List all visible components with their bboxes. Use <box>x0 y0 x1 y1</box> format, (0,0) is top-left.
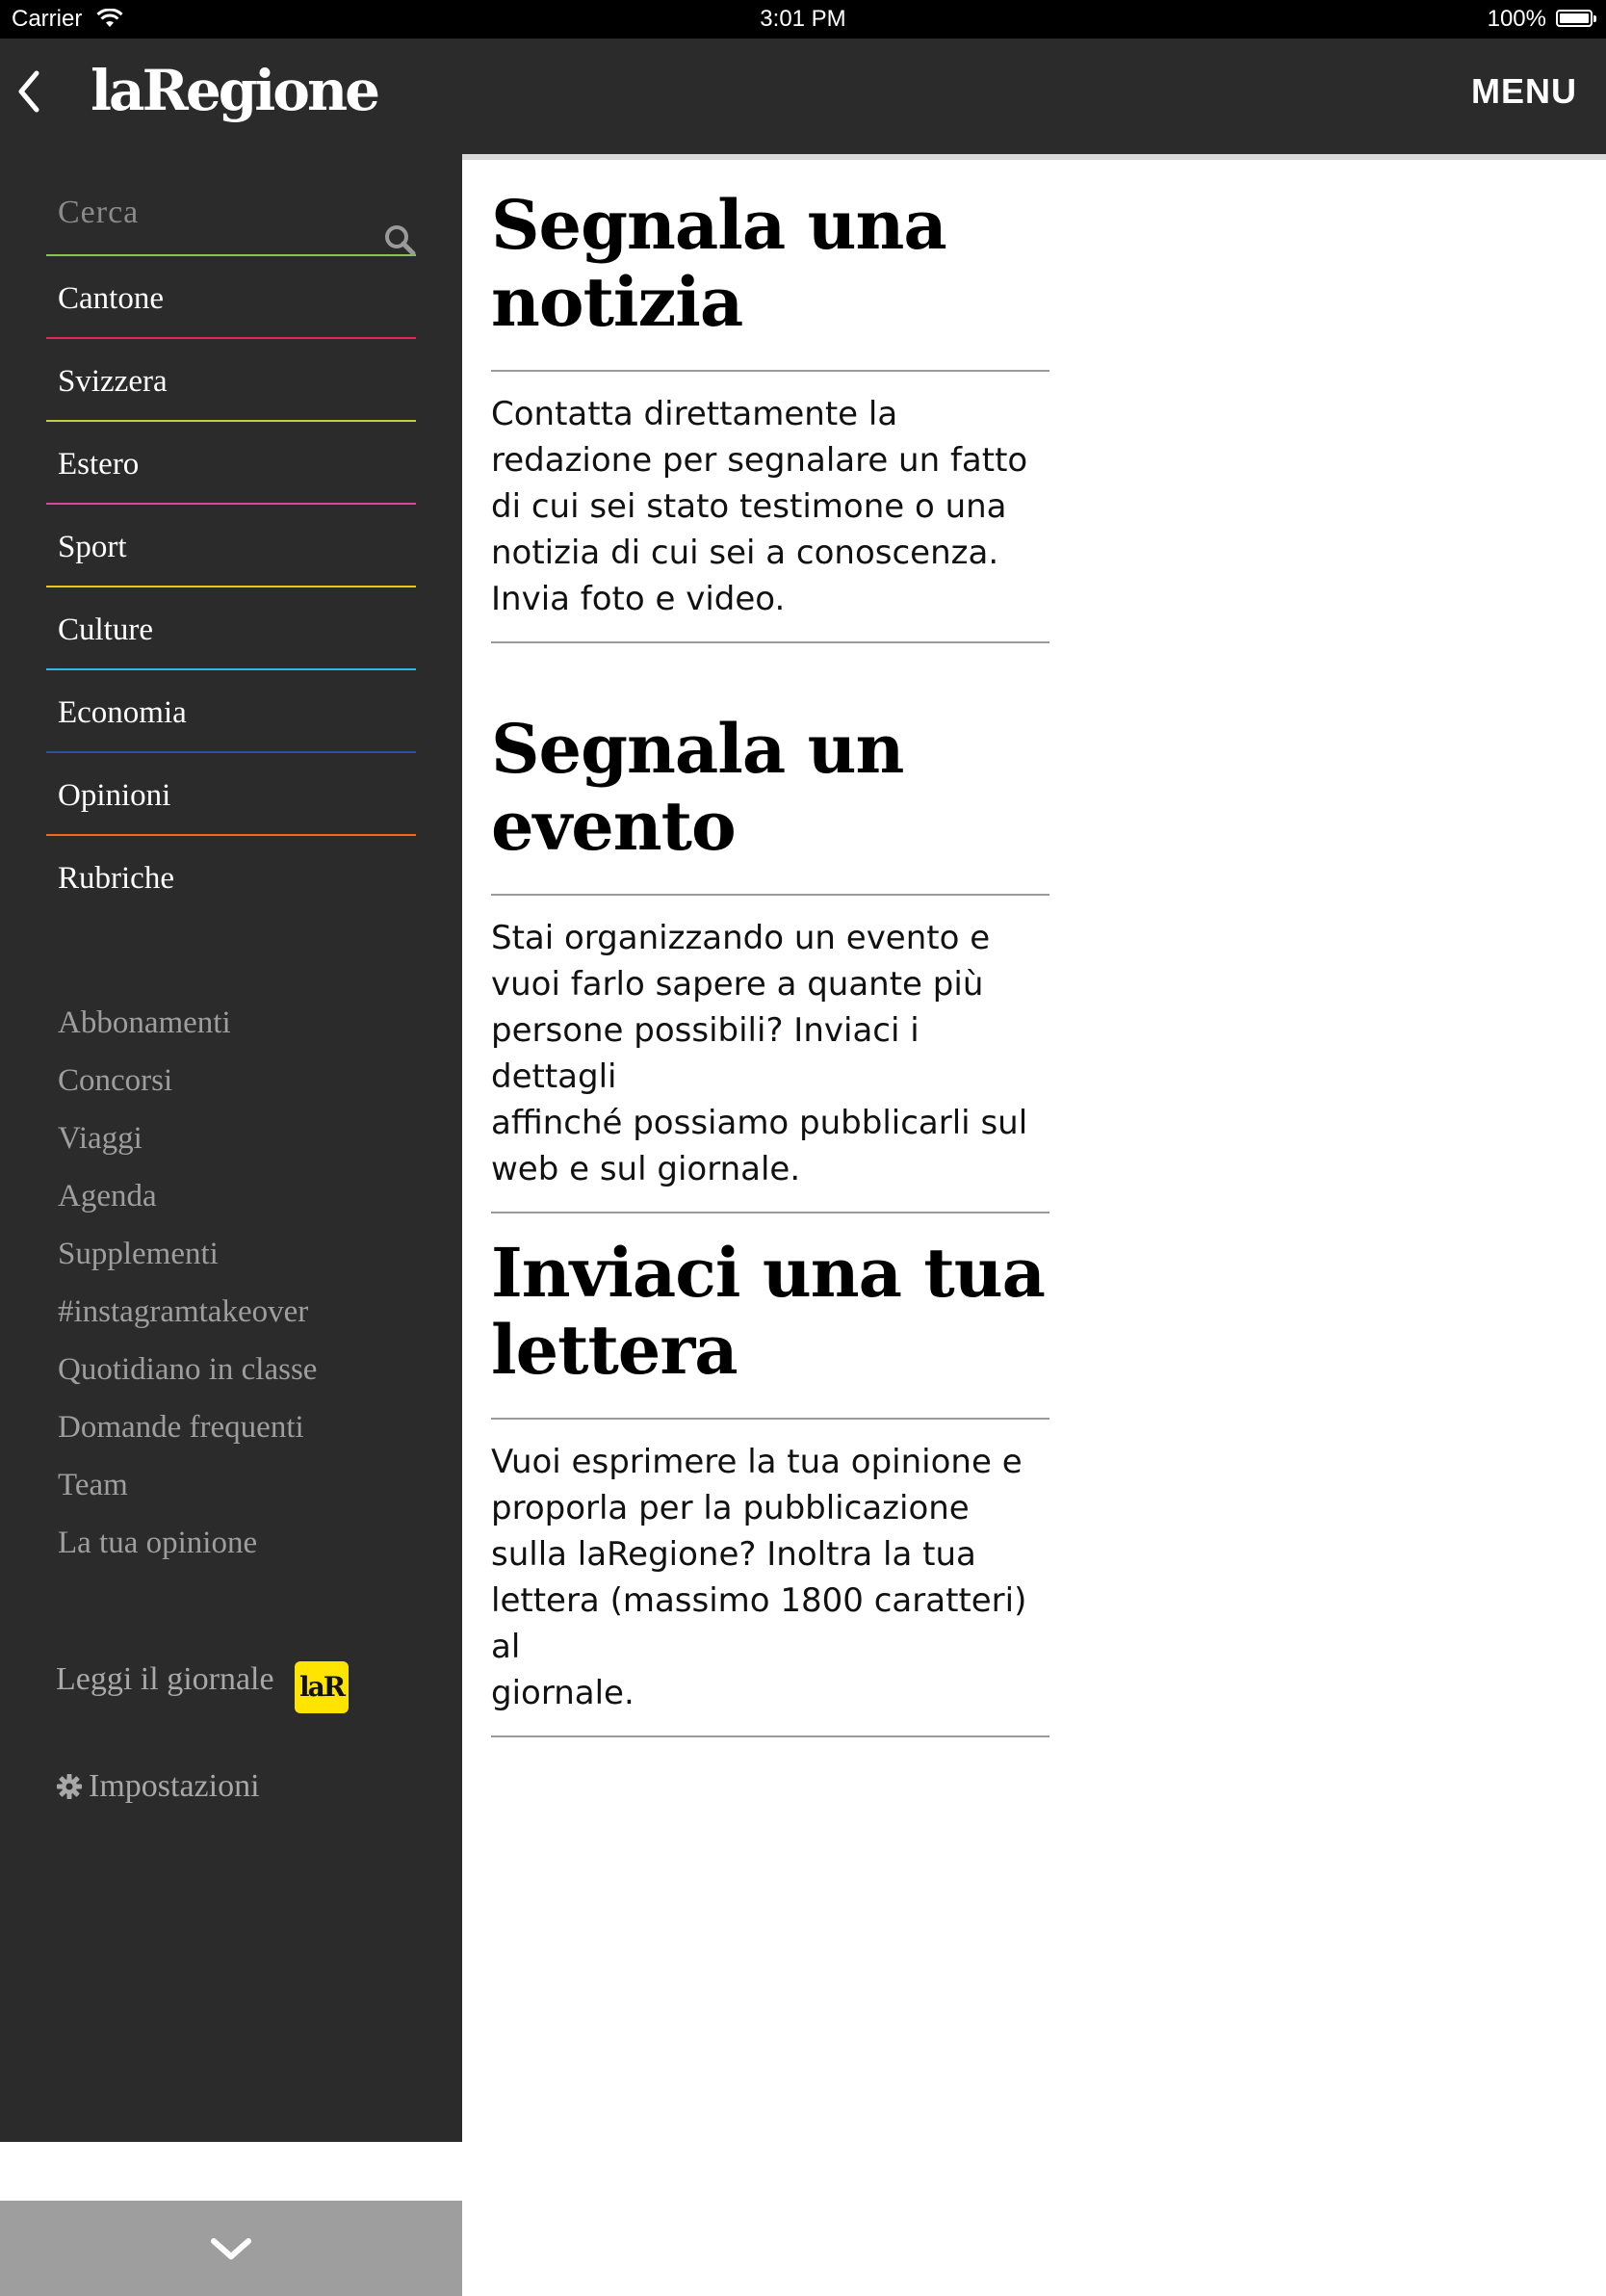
sidebar-item-svizzera[interactable] <box>46 339 416 422</box>
card-body-line: lettera (massimo 1800 caratteri) al <box>491 1581 1027 1666</box>
carrier-label: Carrier <box>12 6 83 32</box>
divider <box>491 1212 1049 1213</box>
card-body-line: affinché possiamo pubblicarli sul <box>491 1104 1028 1142</box>
card-title-line: evento <box>491 786 736 866</box>
link-abbonamenti[interactable]: Abbonamenti <box>58 1005 231 1040</box>
card-body-line: notizia di cui sei a conoscenza. <box>491 534 999 572</box>
sidebar-item-culture[interactable] <box>46 587 416 670</box>
sidebar-item-cantone[interactable] <box>46 256 416 339</box>
collapse-sidebar-button[interactable] <box>0 2201 462 2296</box>
divider <box>491 641 1049 643</box>
link-concorsi[interactable]: Concorsi <box>58 1063 173 1098</box>
battery-icon <box>1556 10 1593 27</box>
sidebar-item-label: Estero <box>58 447 140 482</box>
sidebar-item-label: Sport <box>58 530 127 564</box>
sidebar-item-label: Culture <box>58 613 153 647</box>
link-quotidiano-in-classe[interactable]: Quotidiano in classe <box>58 1352 318 1387</box>
card-segnala-evento[interactable] <box>491 711 1049 1213</box>
card-body-line: Stai organizzando un evento e <box>491 919 991 957</box>
chevron-left-icon <box>13 67 44 116</box>
menu-button[interactable]: MENU <box>1471 71 1577 111</box>
card-title-line: Segnala un <box>491 709 904 789</box>
divider <box>491 894 1049 896</box>
link-team[interactable]: Team <box>58 1468 128 1502</box>
card-body <box>491 391 1049 622</box>
card-body-line: web e sul giornale. <box>491 1150 801 1188</box>
card-body <box>491 915 1049 1192</box>
card-title <box>491 1235 1049 1389</box>
status-bar <box>0 0 1606 39</box>
link-viaggi[interactable]: Viaggi <box>58 1121 142 1156</box>
link-supplementi[interactable]: Supplementi <box>58 1237 219 1271</box>
sidebar-item-estero[interactable] <box>46 422 416 505</box>
settings-link[interactable] <box>56 1768 260 1805</box>
battery-percent: 100% <box>1487 6 1546 32</box>
link-domande-frequenti[interactable]: Domande frequenti <box>58 1410 304 1445</box>
settings-label: Impostazioni <box>89 1768 260 1804</box>
divider <box>491 1418 1049 1420</box>
sidebar-item-label: Svizzera <box>58 364 168 399</box>
card-body-line: Invia foto e video. <box>491 580 786 618</box>
top-nav-bar <box>0 39 1606 154</box>
card-body-line: redazione per segnalare un fatto <box>491 441 1028 480</box>
sidebar <box>0 154 462 2142</box>
search-field[interactable] <box>46 185 416 256</box>
sidebar-item-rubriche[interactable] <box>46 836 416 919</box>
back-button[interactable] <box>13 67 52 125</box>
divider <box>491 370 1049 372</box>
sidebar-item-opinioni[interactable] <box>46 753 416 836</box>
sidebar-item-label: Cantone <box>58 281 164 316</box>
card-title <box>491 711 1049 865</box>
card-body-line: di cui sei stato testimone o una <box>491 487 1007 526</box>
card-title-line: notizia <box>491 262 743 342</box>
card-title-line: lettera <box>491 1310 738 1390</box>
card-body-line: persone possibili? Inviaci i dettagli <box>491 1011 920 1096</box>
card-title-line: Segnala una <box>491 185 946 265</box>
read-newspaper-link[interactable]: Leggi il giornale <box>56 1661 274 1697</box>
card-title <box>491 187 1049 341</box>
chevron-down-icon <box>208 2235 254 2264</box>
card-segnala-notizia[interactable] <box>491 187 1049 643</box>
card-title-line: Inviaci una tua <box>491 1233 1045 1313</box>
card-body-line: Contatta direttamente la <box>491 395 898 433</box>
sidebar-item-label: Economia <box>58 695 187 730</box>
link-instagramtakeover[interactable]: #instagramtakeover <box>58 1294 309 1329</box>
sidebar-item-sport[interactable] <box>46 505 416 587</box>
card-body-line: vuoi farlo sapere a quante più <box>491 965 984 1004</box>
divider <box>491 1735 1049 1737</box>
app-logo[interactable]: laRegione <box>91 58 378 123</box>
gear-icon <box>56 1773 83 1800</box>
card-body-line: sulla laRegione? Inoltra la tua <box>491 1535 976 1574</box>
card-body-line: Vuoi esprimere la tua opinione e <box>491 1443 1023 1481</box>
sidebar-item-economia[interactable] <box>46 670 416 753</box>
card-body-line: proporla per la pubblicazione <box>491 1489 970 1527</box>
card-body <box>491 1439 1049 1716</box>
sidebar-item-label: Opinioni <box>58 778 171 813</box>
sidebar-item-label: Rubriche <box>58 861 174 896</box>
card-body-line: giornale. <box>491 1674 635 1712</box>
link-agenda[interactable]: Agenda <box>58 1179 157 1213</box>
link-la-tua-opinione[interactable]: La tua opinione <box>58 1526 258 1560</box>
search-placeholder: Cerca <box>58 195 140 230</box>
card-inviaci-lettera[interactable] <box>491 1235 1049 1737</box>
lar-logo-badge[interactable]: laR <box>295 1661 349 1713</box>
main-content <box>462 154 1606 2142</box>
clock: 3:01 PM <box>760 6 846 32</box>
